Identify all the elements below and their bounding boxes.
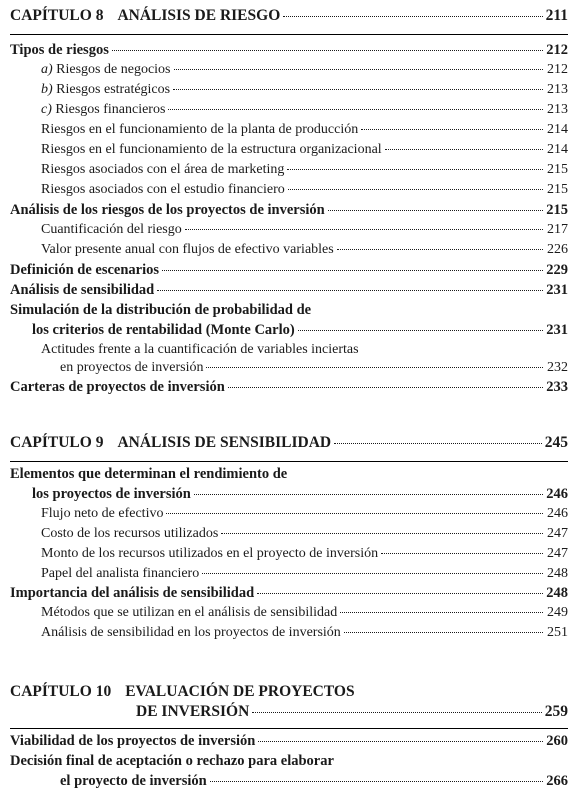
toc-entry-line-1[interactable] xyxy=(10,302,568,319)
chapter-number: CAPÍTULO 10 xyxy=(10,683,112,700)
dot-leader xyxy=(173,89,543,90)
entry-title: Valor presente anual con flujos de efectivo variables xyxy=(41,242,334,257)
page-number: 246 xyxy=(546,486,568,502)
dot-leader xyxy=(385,149,543,150)
page-number: 211 xyxy=(545,7,568,24)
chapter-title: ANÁLISIS DE SENSIBILIDAD xyxy=(117,434,332,451)
page-number: 215 xyxy=(546,202,568,218)
toc-entry[interactable] xyxy=(41,222,568,238)
page-number: 251 xyxy=(547,625,568,640)
entry-title: Viabilidad de los proyectos de inversión xyxy=(10,733,256,749)
dot-leader xyxy=(337,249,543,250)
page-number: 248 xyxy=(547,566,568,581)
entry-title: Riesgos asociados con el estudio financiero xyxy=(41,182,285,197)
toc-entry-line-1[interactable] xyxy=(41,342,568,358)
toc-entry[interactable] xyxy=(10,42,568,59)
toc-entry[interactable] xyxy=(41,142,568,158)
chapter-8-heading[interactable] xyxy=(10,7,568,25)
toc-entry[interactable] xyxy=(41,605,568,621)
dot-leader xyxy=(174,69,544,70)
page-number: 232 xyxy=(547,360,568,375)
toc-entry[interactable] xyxy=(10,585,568,602)
chapter-9-heading[interactable] xyxy=(10,434,568,452)
dot-leader xyxy=(112,50,543,51)
entry-title: Riesgos estratégicos xyxy=(56,82,171,97)
page-number: 266 xyxy=(546,773,568,789)
toc-entry[interactable] xyxy=(60,773,568,790)
toc-entry[interactable] xyxy=(41,102,568,118)
page-number: 212 xyxy=(547,62,568,77)
dot-leader xyxy=(258,741,543,742)
dot-leader xyxy=(334,443,542,444)
toc-entry-line-1[interactable] xyxy=(10,753,568,770)
toc-entry[interactable] xyxy=(32,486,568,503)
dot-leader xyxy=(166,513,543,514)
page-number: 231 xyxy=(546,282,568,298)
dot-leader xyxy=(228,387,543,388)
chapter-number: CAPÍTULO 8 xyxy=(10,7,104,24)
toc-entry[interactable] xyxy=(41,242,568,258)
page-number: 214 xyxy=(547,122,568,137)
entry-title: Carteras de proyectos de inversión xyxy=(10,379,225,395)
toc-entry[interactable] xyxy=(10,282,568,299)
dot-leader xyxy=(202,573,543,574)
chapter-10-heading[interactable] xyxy=(136,703,568,721)
dot-leader xyxy=(210,781,543,782)
entry-title: Análisis de sensibilidad xyxy=(10,282,155,298)
chapter-title: EVALUACIÓN DE PROYECTOS xyxy=(125,683,355,700)
page-number: 215 xyxy=(547,162,568,177)
entry-title: Análisis de los riesgos de los proyectos de inversión xyxy=(10,202,325,218)
entry-title: Tipos de riesgos xyxy=(10,42,109,58)
toc-entry-line-1[interactable] xyxy=(10,466,568,483)
dot-leader xyxy=(340,612,543,613)
dot-leader xyxy=(252,712,541,713)
entry-title: en proyectos de inversión xyxy=(60,360,204,375)
dot-leader xyxy=(206,367,543,368)
entry-title: los proyectos de inversión xyxy=(32,486,191,502)
entry-title: Riesgos financieros xyxy=(55,102,166,117)
toc-entry[interactable] xyxy=(41,506,568,522)
page-number: 231 xyxy=(546,322,568,338)
entry-title: Costo de los recursos utilizados xyxy=(41,526,219,541)
entry-title: los criterios de rentabilidad (Monte Carlo) xyxy=(32,322,295,338)
toc-entry[interactable] xyxy=(32,322,568,339)
dot-leader xyxy=(288,189,543,190)
entry-title: Decisión final de aceptación o rechazo para elaborar xyxy=(10,753,334,769)
entry-title: Métodos que se utilizan en el análisis de sensibilidad xyxy=(41,605,338,620)
toc-entry[interactable] xyxy=(10,733,568,750)
entry-title: Papel del analista financiero xyxy=(41,566,200,581)
toc-entry[interactable] xyxy=(41,625,568,641)
dot-leader xyxy=(221,533,543,534)
dot-leader xyxy=(162,270,543,271)
chapter-divider xyxy=(10,34,568,35)
entry-title: el proyecto de inversión xyxy=(60,773,207,789)
dot-leader xyxy=(381,553,543,554)
page-number: 229 xyxy=(546,262,568,278)
page-number: 214 xyxy=(547,142,568,157)
toc-entry[interactable] xyxy=(41,82,568,98)
dot-leader xyxy=(361,129,543,130)
entry-title: Riesgos en el funcionamiento de la planta de producción xyxy=(41,122,359,137)
toc-entry[interactable] xyxy=(41,162,568,178)
chapter-10-heading-line-1[interactable] xyxy=(10,683,568,701)
entry-title: Riesgos de negocios xyxy=(56,62,171,77)
page-number: 226 xyxy=(547,242,568,257)
dot-leader xyxy=(194,494,543,495)
entry-letter: a) xyxy=(41,62,53,77)
toc-entry[interactable] xyxy=(60,360,568,376)
dot-leader xyxy=(157,290,543,291)
page-number: 215 xyxy=(547,182,568,197)
toc-entry[interactable] xyxy=(10,262,568,279)
entry-title: Monto de los recursos utilizados en el proyecto de inversión xyxy=(41,546,379,561)
page-number: 260 xyxy=(546,733,568,749)
page-number: 259 xyxy=(544,703,568,720)
page-number: 248 xyxy=(546,585,568,601)
entry-title: Cuantificación del riesgo xyxy=(41,222,182,237)
toc-entry[interactable] xyxy=(41,546,568,562)
chapter-divider xyxy=(10,728,568,729)
dot-leader xyxy=(344,632,543,633)
page-number: 247 xyxy=(547,526,568,541)
toc-entry[interactable] xyxy=(41,182,568,198)
entry-title: Actitudes frente a la cuantificación de variables inciertas xyxy=(41,342,359,357)
entry-letter: b) xyxy=(41,82,53,97)
page-number: 213 xyxy=(547,82,568,97)
chapter-title: DE INVERSIÓN xyxy=(136,703,250,720)
dot-leader xyxy=(298,330,543,331)
toc-entry[interactable] xyxy=(41,62,568,78)
page-number: 217 xyxy=(547,222,568,237)
entry-title: Flujo neto de efectivo xyxy=(41,506,164,521)
toc-entry[interactable] xyxy=(10,379,568,396)
page-number: 249 xyxy=(547,605,568,620)
entry-title: Riesgos asociados con el área de marketing xyxy=(41,162,285,177)
entry-title: Elementos que determinan el rendimiento de xyxy=(10,466,288,482)
page-number: 213 xyxy=(547,102,568,117)
dot-leader xyxy=(257,593,543,594)
toc-entry[interactable] xyxy=(41,566,568,582)
page-number: 247 xyxy=(547,546,568,561)
page-number: 245 xyxy=(544,434,568,451)
toc-entry[interactable] xyxy=(10,202,568,219)
dot-leader xyxy=(185,229,543,230)
chapter-title: ANÁLISIS DE RIESGO xyxy=(117,7,281,24)
chapter-divider xyxy=(10,461,568,462)
entry-title: Riesgos en el funcionamiento de la estructura organizacional xyxy=(41,142,382,157)
entry-title: Definición de escenarios xyxy=(10,262,160,278)
entry-title: Importancia del análisis de sensibilidad xyxy=(10,585,255,601)
dot-leader xyxy=(328,210,543,211)
chapter-number: CAPÍTULO 9 xyxy=(10,434,104,451)
dot-leader xyxy=(283,16,542,17)
dot-leader xyxy=(168,109,543,110)
toc-entry[interactable] xyxy=(41,526,568,542)
entry-letter: c) xyxy=(41,102,52,117)
page-number: 246 xyxy=(547,506,568,521)
page-number: 212 xyxy=(546,42,568,58)
toc-entry[interactable] xyxy=(41,122,568,138)
page-number: 233 xyxy=(546,379,568,395)
dot-leader xyxy=(287,169,543,170)
entry-title: Análisis de sensibilidad en los proyectos de inversión xyxy=(41,625,341,640)
entry-title: Simulación de la distribución de probabilidad de xyxy=(10,302,312,318)
